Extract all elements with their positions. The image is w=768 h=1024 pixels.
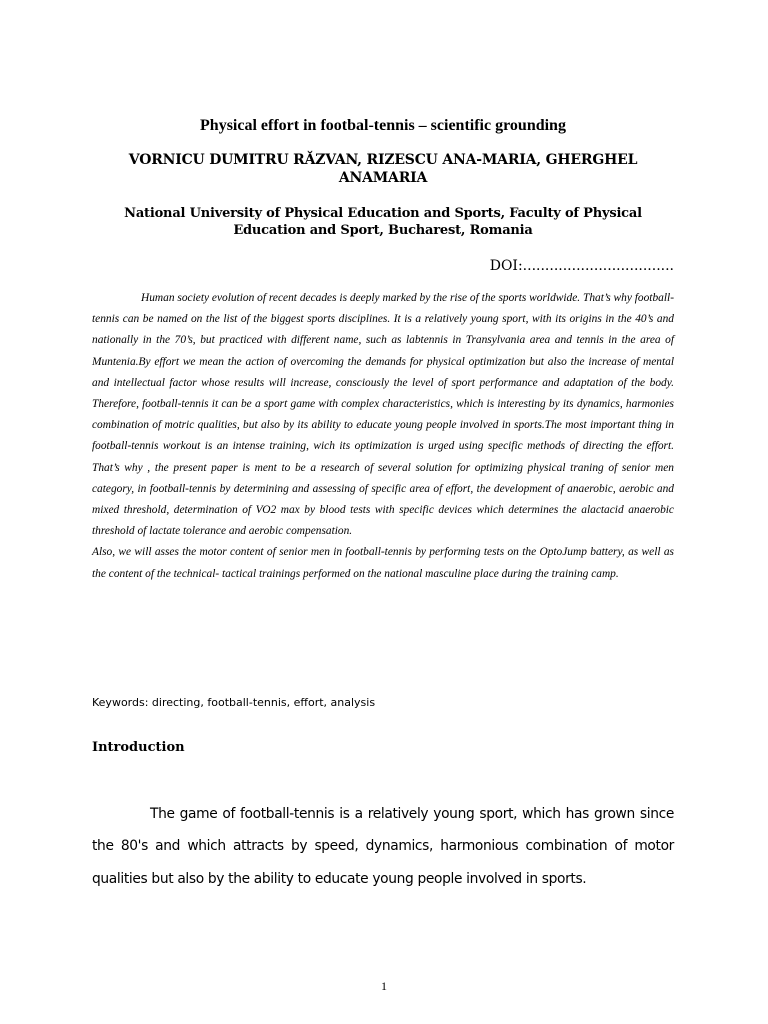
- abstract-paragraph-2: Also, we will asses the motor content of senior men in football-tennis by performing tests on the OptoJump battery, as well as the content of the technical- tactical trainings performed on the national masculine place during the training camp.: [92, 546, 674, 580]
- paper-title: Physical effort in footbal-tennis – scientific grounding: [200, 117, 566, 134]
- abstract-paragraph-1: Human society evolution of recent decades is deeply marked by the rise of the sports worldwide. That’s why football-tennis can be named on the list of the biggest sports disciplines. It is a relatively young sport, with its origins in the 40’s and nationally in the 70’s, but practiced with different name, such as labtennis in Transylvania area and tennis in the area of Muntenia.By effort we mean the action of overcoming the demands for physical optimization but also the increase of mental and intellectual factor whose results will increase, consciously the level of sport performance and adaptation of the body. Therefore, football-tennis it can be a sport game with complex characteristics, which is interesting by its dynamics, harmonies combination of motric qualities, but also by its ability to educate young people involved in sports.The most important thing in football-tennis workout is an intense training, wich its optimization is urged using specific methods of directing the effort. That’s why , the present paper is ment to be a research of several solution for optimizing physical traning of senior men category, in football-tennis by determining and assessing of specific area of effort, the development of anaerobic, aerobic and mixed threshold, determination of VO2 max by blood tests with specific devices which determines the alactacid anaerobic threshold of lactate tolerance and aerobic compensation.: [92, 292, 674, 538]
- paper-authors: VORNICU DUMITRU RĂZVAN, RIZESCU ANA-MARIA, GHERGHEL ANAMARIA: [128, 152, 638, 186]
- section-heading-introduction: Introduction: [92, 740, 185, 755]
- introduction-body: [92, 798, 674, 895]
- keywords: Keywords: directing, football-tennis, effort, analysis: [92, 696, 376, 709]
- page-number: 1: [381, 979, 387, 993]
- paper-affiliation: National University of Physical Education and Sports, Faculty of Physical Education and Sport, Bucharest, Romania: [124, 206, 642, 238]
- introduction-paragraph-1: The game of football-tennis is a relatively young sport, which has grown since the 80's and which attracts by speed, dynamics, harmonious combination of motor qualities but also by the ability to educate young people involved in sports.: [92, 806, 674, 887]
- paper-doi: DOI:..................................: [489, 258, 674, 274]
- abstract: [92, 288, 674, 585]
